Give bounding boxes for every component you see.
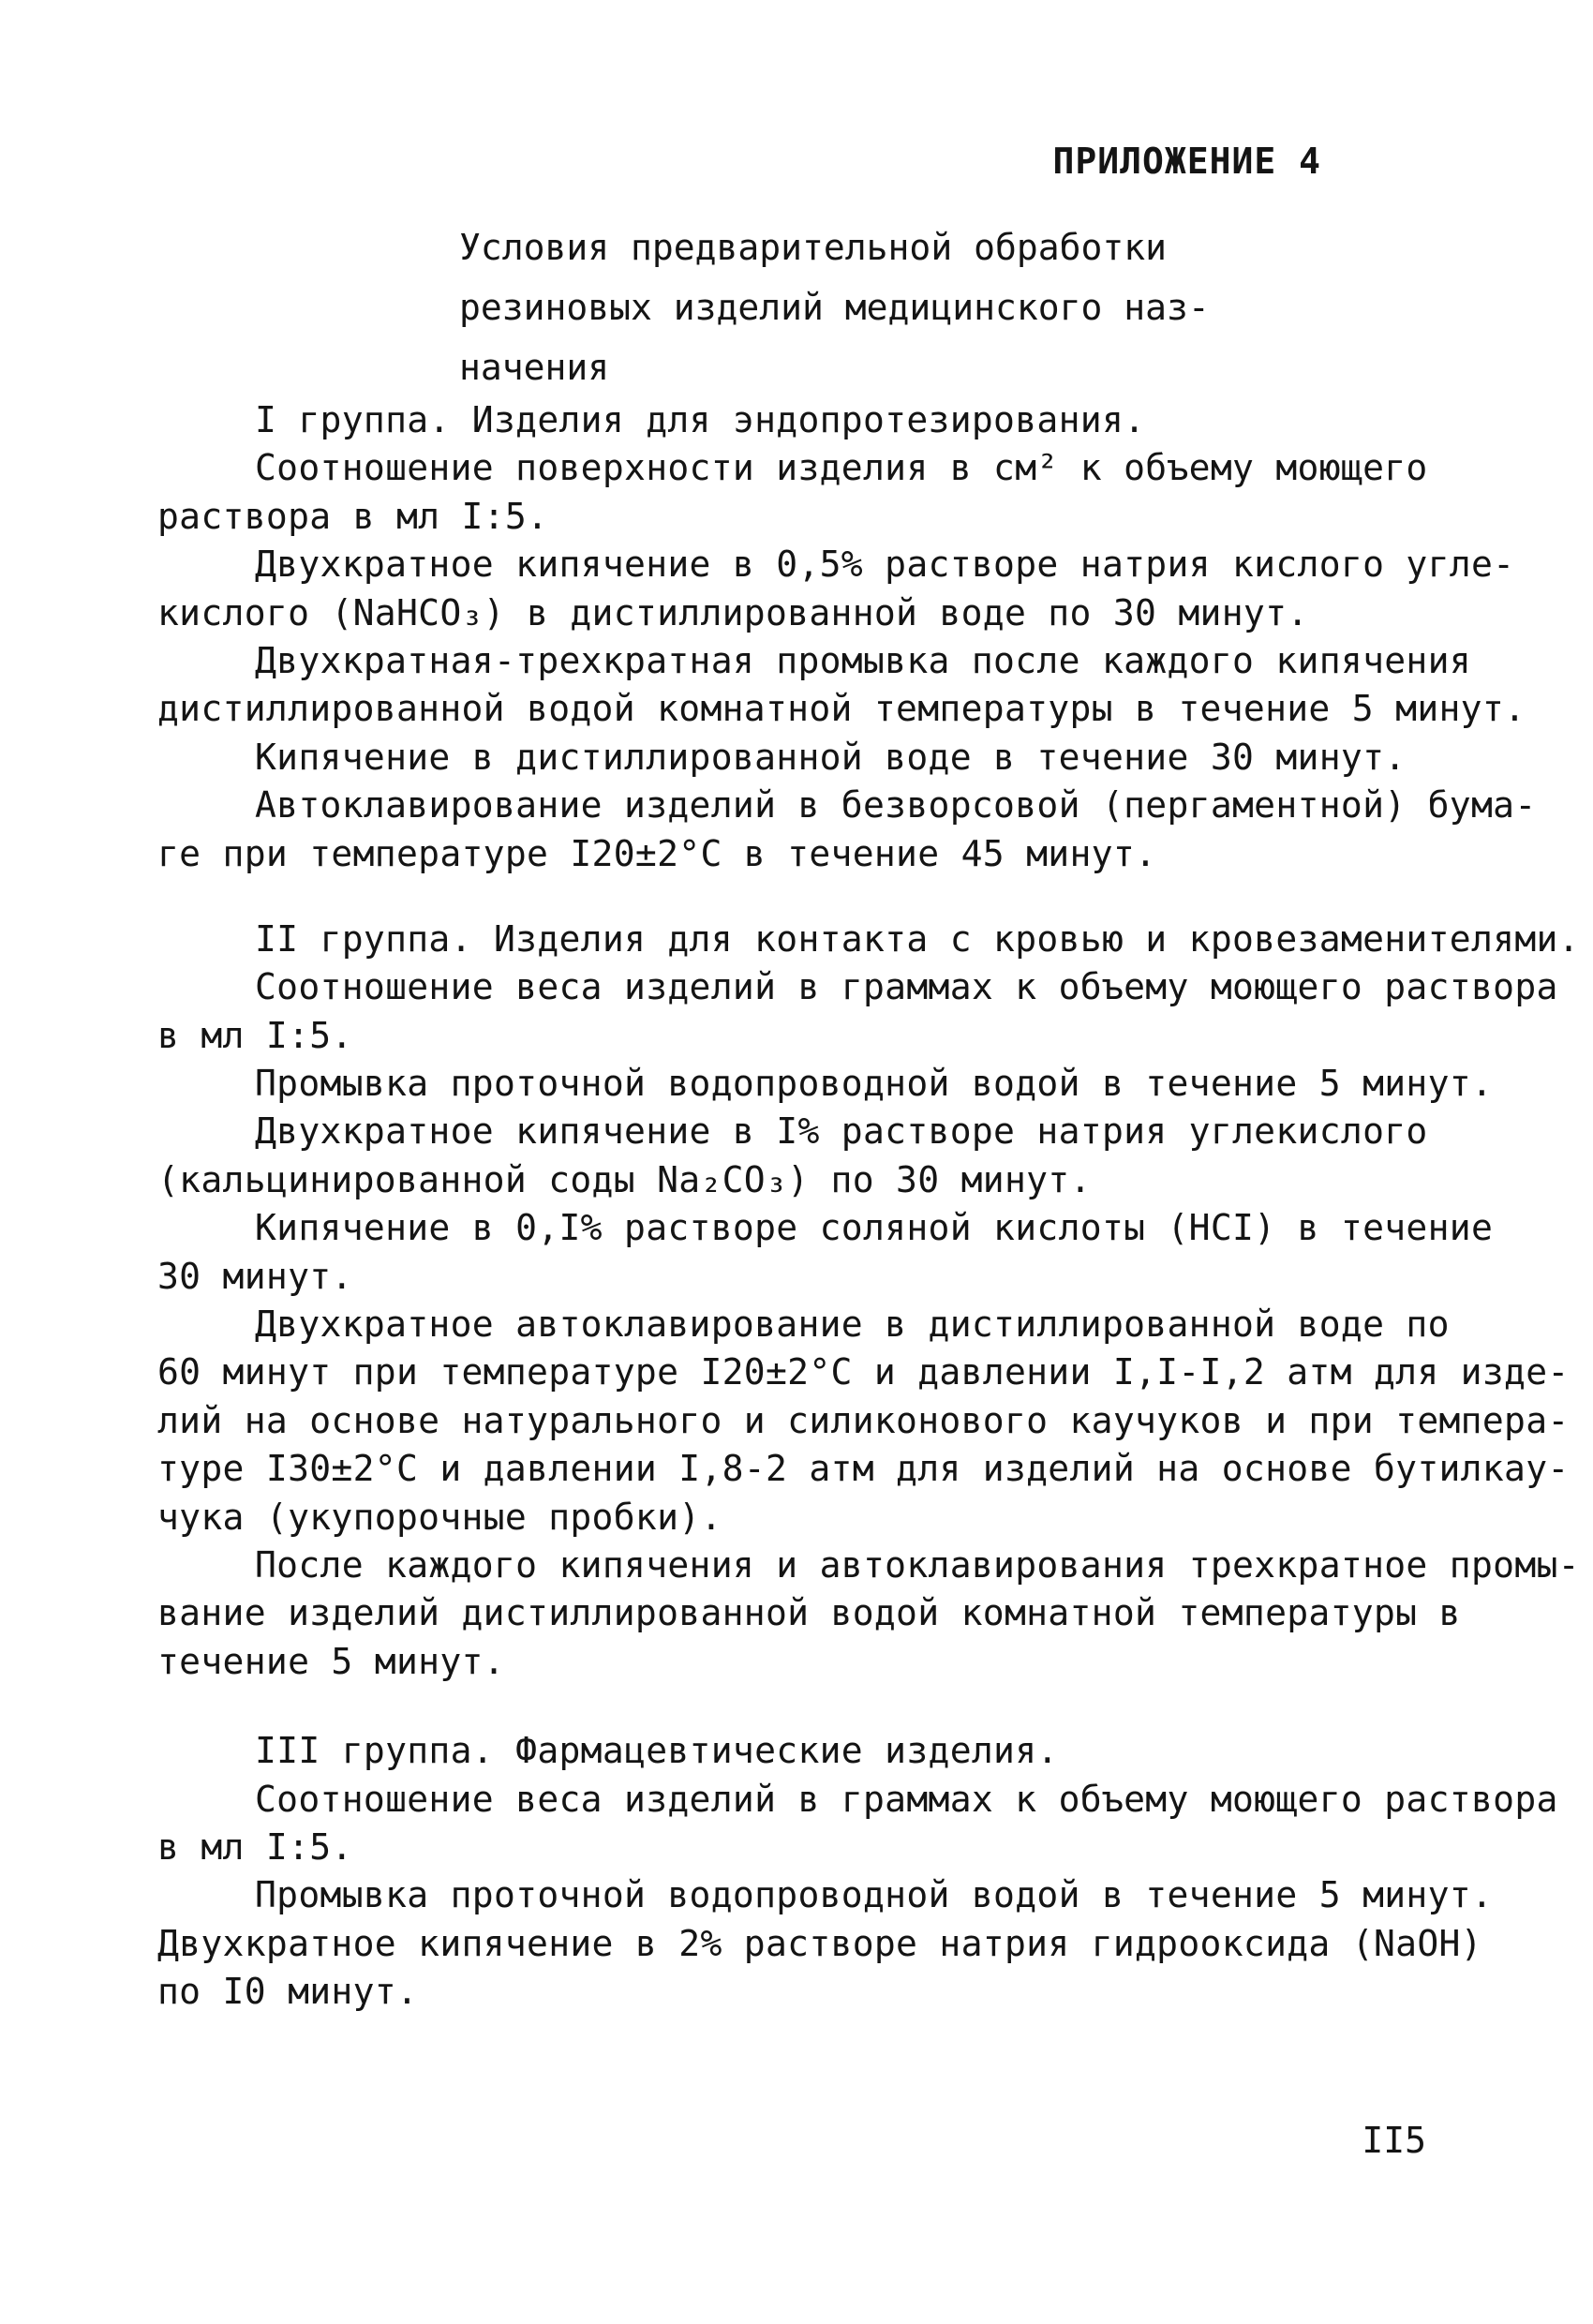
text-line: течение 5 минут. bbox=[157, 1640, 505, 1682]
text-line: Автоклавирование изделий в безворсовой (пергаментной) бума- bbox=[255, 784, 1537, 827]
text-line: Промывка проточной водопроводной водой в течение 5 минут. bbox=[255, 1874, 1494, 1916]
text-line: в мл I:5. bbox=[157, 1014, 353, 1056]
group-1-heading: I группа. Изделия для эндопротезирования. bbox=[255, 399, 1146, 440]
text-line: вание изделий дистиллированной водой комнатной температуры в bbox=[157, 1592, 1461, 1634]
appendix-label: ПРИЛОЖЕНИЕ 4 bbox=[1052, 141, 1321, 182]
text-line: Двухкратная-трехкратная промывка после каждого кипячения bbox=[255, 639, 1471, 681]
text-line: Двухкратное кипячение в 2% растворе натрия гидрооксида (NaOH) bbox=[157, 1922, 1482, 1964]
text-line: (кальцинированной соды Na₂CO₃) по 30 минут. bbox=[157, 1158, 1092, 1200]
text-line: раствора в мл I:5. bbox=[157, 495, 549, 537]
text-line: Соотношение веса изделий в граммах к объему моющего раствора bbox=[255, 1778, 1558, 1820]
page-number: II5 bbox=[1362, 2120, 1426, 2161]
text-line: дистиллированной водой комнатной температуры в течение 5 минут. bbox=[157, 688, 1526, 730]
text-line: по I0 минут. bbox=[157, 1971, 419, 2013]
text-line: Соотношение поверхности изделия в см² к объему моющего bbox=[255, 447, 1428, 489]
text-line: лий на основе натурального и силиконового каучуков и при темпера- bbox=[157, 1399, 1570, 1441]
text-line: чука (укупорочные пробки). bbox=[157, 1496, 722, 1538]
text-line: Двухкратное кипячение в I% растворе натрия углекислого bbox=[255, 1110, 1428, 1153]
title-line: резиновых изделий медицинского наз- bbox=[459, 287, 1210, 328]
text-line: Соотношение веса изделий в граммах к объему моющего раствора bbox=[255, 966, 1558, 1008]
title-line: начения bbox=[459, 347, 610, 388]
text-line: ге при температуре I20±2°C в течение 45 минут. bbox=[157, 832, 1157, 874]
text-line: Двухкратное автоклавирование в дистиллированной воде по bbox=[255, 1304, 1450, 1346]
text-line: Кипячение в 0,I% растворе соляной кислоты (HCI) в течение bbox=[255, 1207, 1494, 1249]
text-line: Двухкратное кипячение в 0,5% растворе натрия кислого угле- bbox=[255, 544, 1515, 586]
text-line: Промывка проточной водопроводной водой в течение 5 минут. bbox=[255, 1063, 1494, 1105]
text-line: 60 минут при температуре I20±2°C и давлении I,I-I,2 атм для изде- bbox=[157, 1351, 1570, 1393]
text-line: в мл I:5. bbox=[157, 1825, 353, 1868]
title-line: Условия предварительной обработки bbox=[459, 227, 1167, 268]
group-3-heading: III группа. Фармацевтические изделия. bbox=[255, 1730, 1059, 1772]
document-title bbox=[459, 217, 1210, 397]
document-body bbox=[157, 396, 1580, 2017]
text-line: туре I30±2°C и давлении I,8-2 атм для изделий на основе бутилкау- bbox=[157, 1448, 1570, 1490]
text-line: кислого (NaHCO₃) в дистиллированной воде по 30 минут. bbox=[157, 591, 1309, 633]
group-2-heading: II группа. Изделия для контакта с кровью и кровезаменителями. bbox=[255, 917, 1580, 960]
text-line: После каждого кипячения и автоклавирования трехкратное промы- bbox=[255, 1543, 1580, 1586]
text-line: Кипячение в дистиллированной воде в течение 30 минут. bbox=[255, 736, 1407, 778]
text-line: 30 минут. bbox=[157, 1255, 353, 1297]
